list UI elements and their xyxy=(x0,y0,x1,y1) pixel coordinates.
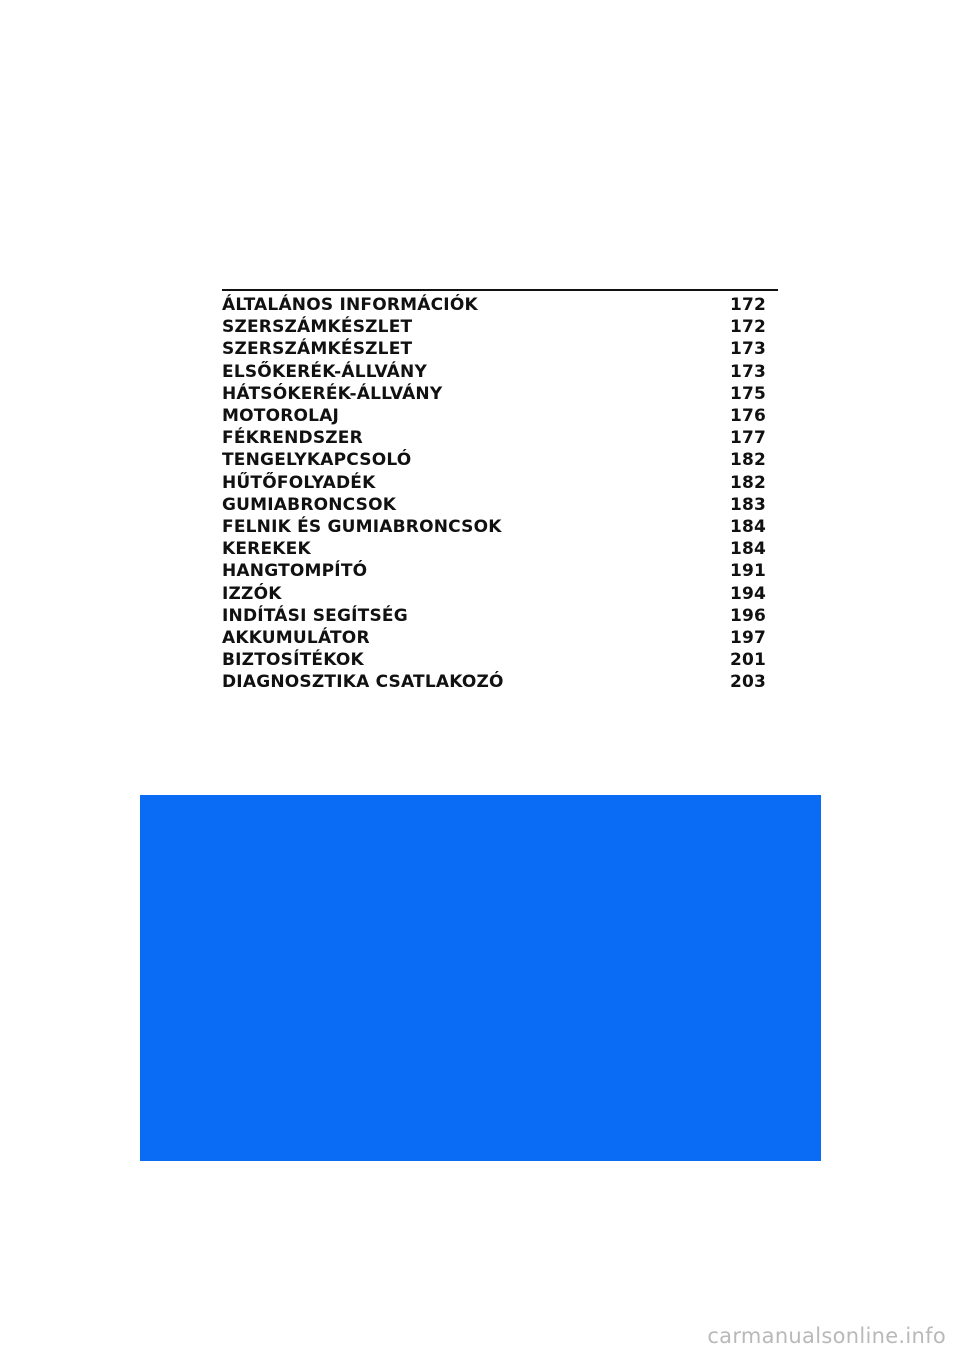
toc-entry-title: IZZÓK xyxy=(222,583,282,604)
toc-entry-page: 203 xyxy=(730,672,767,693)
toc-entry-title: KEREKEK xyxy=(222,539,311,560)
toc-entry-title: FÉKRENDSZER xyxy=(222,428,363,449)
toc-entry[interactable] xyxy=(222,338,778,360)
toc-entry-title: MOTOROLAJ xyxy=(222,406,340,427)
toc-entry[interactable] xyxy=(222,494,778,516)
toc-entry[interactable] xyxy=(222,516,778,538)
toc-entry-page: 197 xyxy=(730,627,767,648)
toc-entry-page: 191 xyxy=(730,561,767,582)
toc-entry[interactable] xyxy=(222,649,778,671)
toc-entry-page: 194 xyxy=(730,583,767,604)
toc-entry[interactable] xyxy=(222,316,778,338)
toc-entry[interactable] xyxy=(222,582,778,604)
table-of-contents xyxy=(222,289,778,693)
toc-entry-title: DIAGNOSZTIKA CSATLAKOZÓ xyxy=(222,672,504,693)
toc-entry-title: TENGELYKAPCSOLÓ xyxy=(222,450,412,471)
toc-entry-page: 182 xyxy=(730,472,767,493)
toc-entry[interactable] xyxy=(222,472,778,494)
toc-entry-title: BIZTOSÍTÉKOK xyxy=(222,650,364,671)
toc-entry[interactable] xyxy=(222,361,778,383)
toc-entry-title: ÁLTALÁNOS INFORMÁCIÓK xyxy=(222,295,478,316)
toc-entry-title: SZERSZÁMKÉSZLET xyxy=(222,339,413,360)
toc-entry-page: 201 xyxy=(730,650,767,671)
toc-entry-title: AKKUMULÁTOR xyxy=(222,627,370,648)
toc-entry[interactable] xyxy=(222,427,778,449)
toc-entry-title: GUMIABRONCSOK xyxy=(222,494,397,515)
toc-entry[interactable] xyxy=(222,605,778,627)
toc-entry-page: 182 xyxy=(730,450,767,471)
toc-entry-page: 183 xyxy=(730,494,767,515)
toc-entry-page: 172 xyxy=(730,317,767,338)
toc-entry-title: HANGTOMPÍTÓ xyxy=(222,561,368,582)
toc-entry[interactable] xyxy=(222,560,778,582)
toc-entry[interactable] xyxy=(222,538,778,560)
toc-entry[interactable] xyxy=(222,383,778,405)
toc-entry-page: 173 xyxy=(730,339,767,360)
toc-entry-page: 184 xyxy=(730,516,767,537)
toc-entry-page: 173 xyxy=(730,361,767,382)
toc-entry-page: 184 xyxy=(730,539,767,560)
toc-entry[interactable] xyxy=(222,671,778,693)
toc-entry-page: 196 xyxy=(730,605,767,626)
toc-entry-page: 177 xyxy=(730,428,767,449)
chapter-color-block xyxy=(140,795,821,1161)
toc-entry-page: 172 xyxy=(730,295,767,316)
toc-entry-title: HÁTSÓKERÉK-ÁLLVÁNY xyxy=(222,383,443,404)
toc-entry-title: ELSŐKERÉK-ÁLLVÁNY xyxy=(222,361,427,382)
toc-entry-title: INDÍTÁSI SEGÍTSÉG xyxy=(222,605,408,626)
watermark-text: carmanualsonline.info xyxy=(707,1324,946,1348)
toc-entry-page: 176 xyxy=(730,406,767,427)
toc-entry[interactable] xyxy=(222,294,778,316)
toc-entry[interactable] xyxy=(222,405,778,427)
toc-entry-title: SZERSZÁMKÉSZLET xyxy=(222,317,413,338)
toc-entry-page: 175 xyxy=(730,383,767,404)
toc-entry-title: FELNIK ÉS GUMIABRONCSOK xyxy=(222,516,502,537)
toc-entry-title: HŰTŐFOLYADÉK xyxy=(222,472,376,493)
toc-entry[interactable] xyxy=(222,627,778,649)
toc-entry[interactable] xyxy=(222,449,778,471)
